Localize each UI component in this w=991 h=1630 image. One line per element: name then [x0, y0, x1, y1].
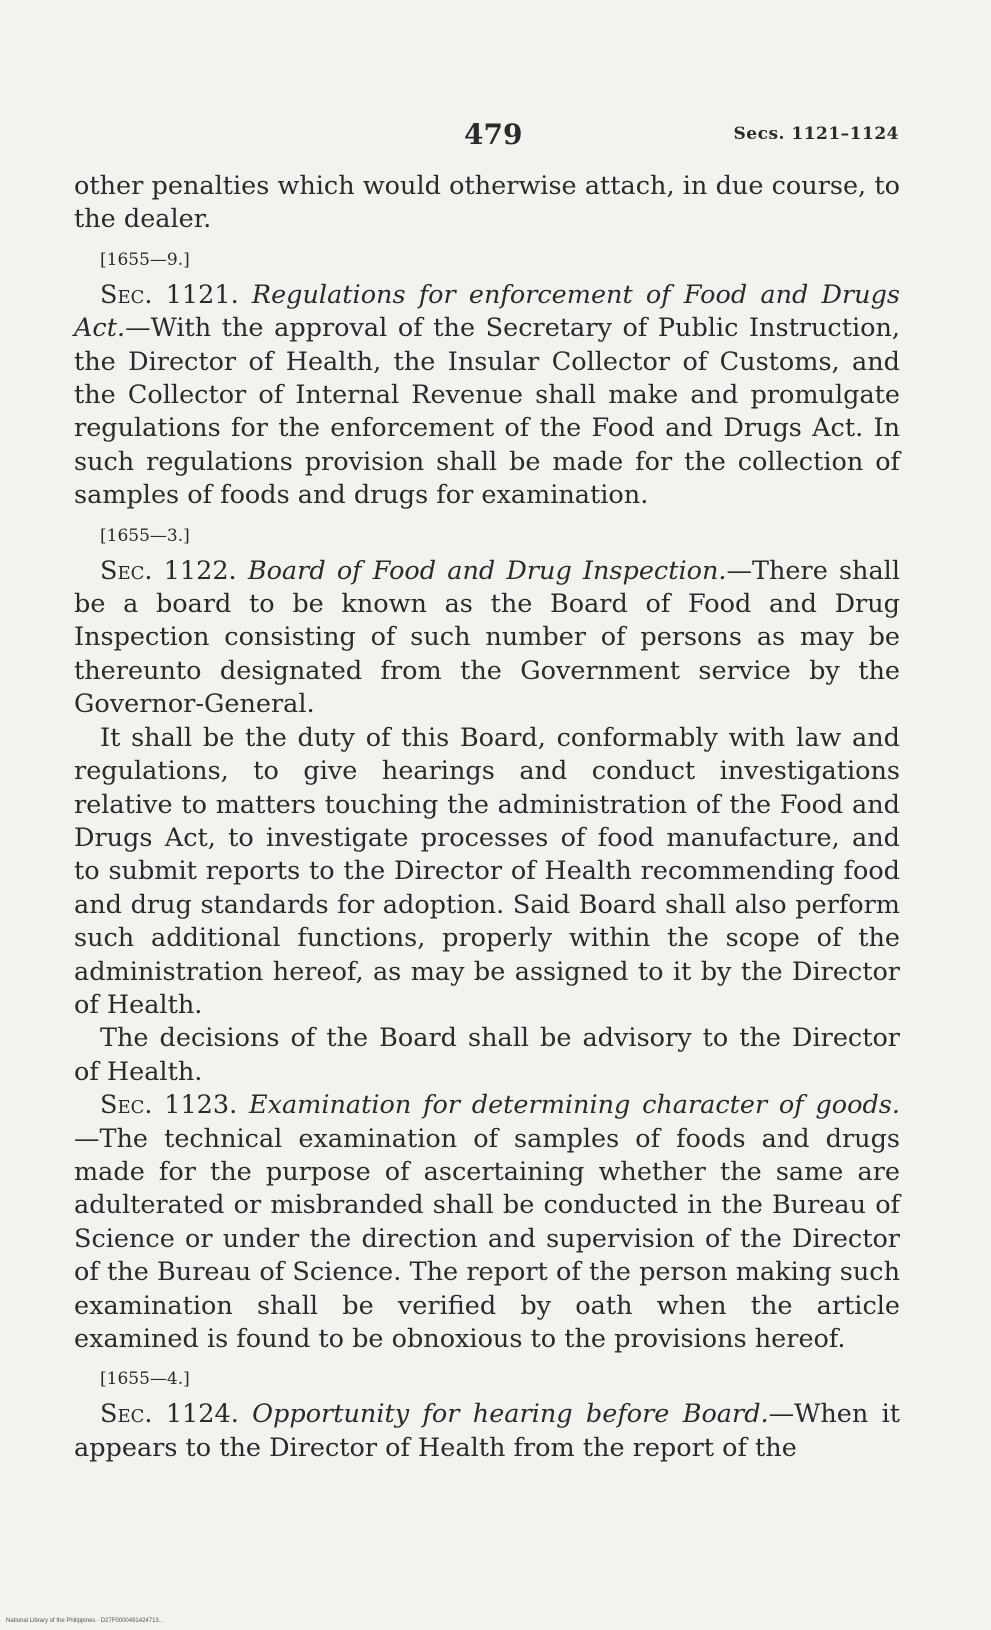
citation-1655-4: [1655—4.] — [100, 1369, 190, 1390]
section-number: 1124. — [152, 1399, 253, 1430]
scan-footer: National Library of the Philippines · D27F0000481424713... — [6, 1618, 164, 1624]
section-title: Opportunity for hearing before Board. — [252, 1399, 769, 1430]
section-1121 — [74, 279, 900, 513]
page-number: 479 — [464, 118, 523, 151]
page-header — [0, 118, 991, 158]
section-text: —The technical examination of samples of foods and drugs made for the purpose of ascertaining whether the same are adulterated or misbranded shall be conducted in the Bureau of Science or under the direction and supervision of the Director of the Bureau of Science. The report of the person making such examination shall be verified by oath when the article examined is found to be obnoxious to the provisions hereof. — [74, 1123, 900, 1354]
section-title: Examination for determining character of goods. — [248, 1090, 900, 1121]
section-1122 — [74, 555, 900, 722]
running-head: Secs. 1121–1124 — [733, 124, 899, 144]
section-number: 1121. — [152, 279, 252, 310]
paragraph-continuation: other penalties which would otherwise attach, in due course, to the dealer. — [74, 171, 900, 235]
section-text: —There shall be a board to be known as the Board of Food and Drug Inspection consisting of such number of persons as may be thereunto designated from the Government service by the Governor-General. — [74, 555, 900, 720]
section-number: 1123. — [152, 1090, 249, 1121]
section-label: Sec. — [100, 279, 153, 310]
section-label: Sec. — [100, 555, 153, 586]
citation-1655-9: [1655—9.] — [100, 249, 190, 270]
section-title: Board of Food and Drug Inspection. — [247, 555, 727, 586]
section-1122-paragraph-3: The decisions of the Board shall be advisory to the Director of Health. — [74, 1023, 900, 1087]
section-text: —When it appears to the Director of Health from the report of the — [74, 1399, 901, 1463]
section-number: 1122. — [152, 555, 248, 586]
section-label: Sec. — [100, 1090, 153, 1121]
section-1123 — [74, 1089, 900, 1356]
section-title: Regulations for enforcement of Food and Drugs Act. — [74, 279, 900, 344]
body-text — [74, 170, 900, 1465]
section-label: Sec. — [100, 1399, 153, 1430]
section-1122-paragraph-2: It shall be the duty of this Board, conformably with law and regulations, to give hearings and conduct investigations relative to matters touching the administration of the Food and Drugs Act, to investigate processes of food manufacture, and to submit reports to the Director of Health recommending food and drug standards for adoption. Said Board shall also perform such additional functions, properly within the scope of the administration hereof, as may be assigned to it by the Director of Health. — [74, 722, 900, 1020]
citation-1655-3: [1655—3.] — [100, 525, 190, 546]
section-text: —With the approval of the Secretary of Public Instruction, the Director of Health, the Insular Collector of Customs, and the Collector of Internal Revenue shall make and promulgate regulations for the enforcement of the Food and Drugs Act. In such regulations provision shall be made for the collection of samples of foods and drugs for examination. — [74, 313, 900, 511]
section-1124 — [74, 1398, 900, 1465]
